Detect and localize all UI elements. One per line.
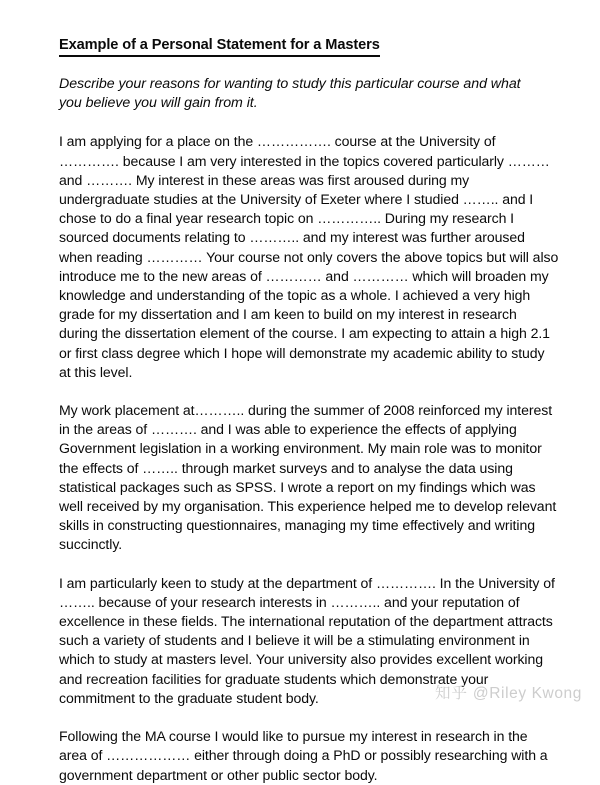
document-subtitle: Describe your reasons for wanting to study this particular course and what you believe you will gain from it. — [59, 76, 521, 112]
body-paragraph-4: Following the MA course I would like to pursue my interest in research in the area of ……………… either through doing a PhD or possibly researching with a government department or other public sector body. — [59, 728, 548, 783]
body-paragraph-2: My work placement at……….. during the summer of 2008 reinforced my interest in the areas of ………. and I was able to experience the effects of applying Government legislation in a working environment. My main role was to monitor the effects of …….. through market surveys and to analyse the data using statistical packages such as SPSS. I wrote a report on my findings which was well received by my organisation. This experience helped me to develop relevant skills in constructing questionnaires, managing my time effectively and writing succinctly. — [59, 402, 557, 553]
page-title: Example of a Personal Statement for a Masters — [59, 36, 380, 57]
watermark-logo: 知乎 — [434, 684, 468, 702]
document-body — [59, 36, 559, 785]
body-paragraph-1: I am applying for a place on the ……………. course at the University of …………. because I am very interested in the topics covered particularly ……… and ………. My interest in these areas was first aroused during my undergraduate studies at the University of Exeter where I studied …….. and I chose to do a final year research topic on ………….. During my research I sourced documents relating to ……….. and my interest was further aroused when reading ………… Your course not only covers the above topics but will also introduce me to the new areas of ………… and ………… which will broaden my knowledge and understanding of the topic as a whole. I achieved a very high grade for my dissertation and I am keen to build on my interest in research during the dissertation element of the course. I am expecting to attain a high 2.1 or first class degree which I hope will demonstrate my academic ability to study at this level. — [59, 133, 559, 380]
watermark — [435, 681, 582, 703]
title-row — [59, 36, 559, 57]
watermark-handle: @Riley Kwong — [472, 685, 582, 702]
body-paragraph-3: I am particularly keen to study at the department of …………. In the University of …….. because of your research interests in ……….. and your reputation of excellence in these fields. The international reputation of the department attracts such a variety of students and I believe it will be a stimulating environment in which to study at masters level. Your university also provides excellent working and recreation facilities for graduate students which demonstrate your commitment to the graduate student body. — [59, 574, 555, 706]
